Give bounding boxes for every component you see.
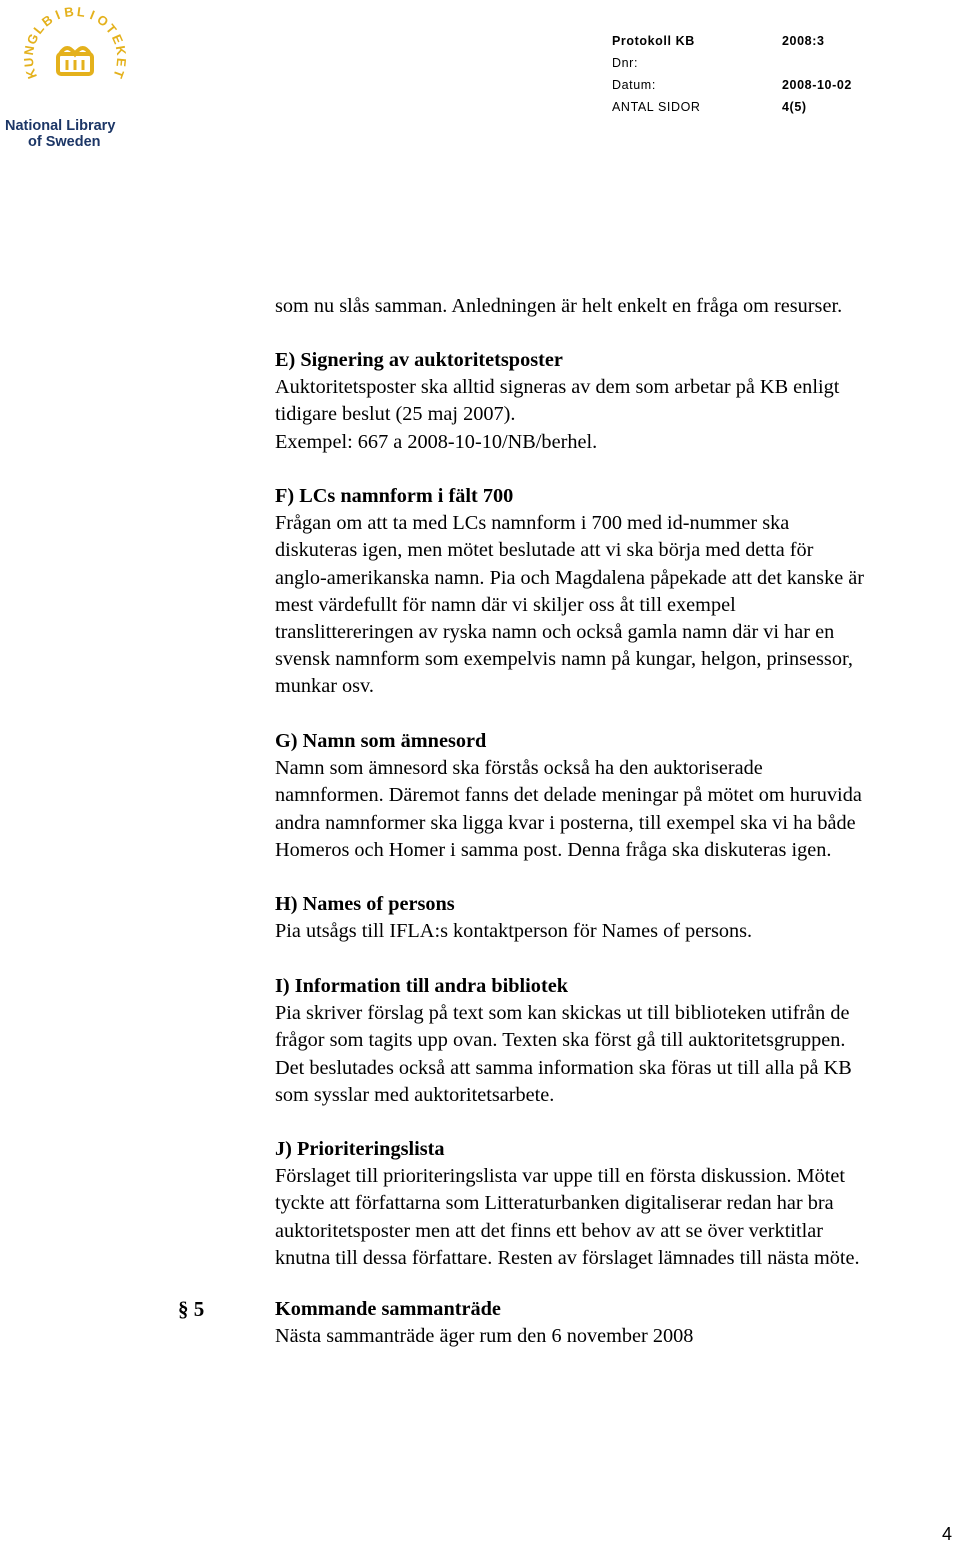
logo-arc-letter: N (20, 44, 38, 57)
kb-logo (0, 0, 150, 160)
section-line: Namn som ämnesord ska förstås också ha den auktoriserade (275, 757, 763, 780)
section-f (275, 483, 864, 701)
section-heading: H) Names of persons (275, 893, 455, 915)
section-e (275, 347, 839, 456)
logo-arc-letter: E (113, 57, 130, 68)
doc-number: 2008:3 (782, 34, 825, 48)
section-line: namnformen. Däremot fanns det delade meningar på mötet om huruvida (275, 784, 862, 807)
logo-arc-letter: B (38, 11, 56, 30)
section-line: Pia utsågs till IFLA:s kontaktperson för Names of persons. (275, 920, 753, 943)
section-line: som sysslar med auktoritetsarbete. (275, 1083, 555, 1106)
paragraph-5 (275, 1296, 693, 1350)
logo-arc-letter: T (102, 21, 120, 37)
section-h (275, 891, 752, 945)
logo-arc-letter: B (63, 3, 75, 20)
logo-arc-letter: L (30, 21, 48, 37)
page-number: 4 (942, 1524, 953, 1544)
section-line: mest värdefullt för namn där vi skiljer oss åt till exempel (275, 593, 736, 616)
section-line: knutna till dessa författare. Resten av förslaget lämnades till nästa möte. (275, 1246, 860, 1269)
logo-arc-letter: O (94, 11, 112, 30)
intro-paragraph (275, 293, 842, 320)
section-line: Exempel: 667 a 2008-10-10/NB/berhel. (275, 430, 598, 453)
logo-arc-letter: U (20, 56, 37, 68)
section-line: andra namnformer ska ligga kvar i posterna, till exempel ska vi ha både (275, 811, 856, 834)
crown-icon (58, 48, 92, 74)
section-line: tyckte att författarna som Litteraturbanken digitaliserar redan har bra (275, 1192, 834, 1215)
section-line: Det beslutades också att samma information ska föras ut till alla på KB (275, 1056, 852, 1079)
section-heading: F) LCs namnform i fält 700 (275, 485, 514, 507)
logo-arc-letter: T (110, 67, 128, 81)
section-j (275, 1136, 860, 1272)
logo-line-2: of Sweden (28, 134, 101, 150)
section-line: Homeros och Homer i samma post. Denna fråga ska diskuteras igen. (275, 838, 832, 861)
logo-arc-letter: K (22, 66, 40, 81)
logo-arc-letter: G (23, 31, 42, 47)
section-line: Frågan om att ta med LCs namnform i 700 med id-nummer ska (275, 512, 790, 535)
logo-line-1: National Library (5, 118, 116, 134)
dnr-label: Dnr: (612, 56, 639, 70)
section-g (275, 728, 862, 864)
paragraph-line: Nästa sammanträde äger rum den 6 november 2008 (275, 1325, 694, 1348)
logo-arc-letter: E (108, 32, 127, 47)
paragraph-number: § 5 (178, 1297, 205, 1321)
logo-arc-letter: I (53, 7, 63, 23)
section-heading: G) Namn som ämnesord (275, 730, 487, 752)
section-line: Förslaget till prioriteringslista var uppe till en första diskussion. Mötet (275, 1165, 846, 1188)
section-i (275, 973, 852, 1109)
logo-arc-letter: K (112, 44, 130, 57)
section-line: Auktoritetsposter ska alltid signeras av dem som arbetar på KB enligt (275, 376, 840, 399)
section-line: auktoritetsposter men att det finns ett behov av att se över verktitlar (275, 1219, 823, 1242)
section-line: anglo-amerikanska namn. Pia och Magdalena påpekade att det kanske är (275, 566, 865, 589)
doc-type-label: Protokoll KB (612, 34, 695, 48)
intro-line: som nu slås samman. Anledningen är helt enkelt en fråga om resurser. (275, 295, 843, 317)
section-heading: E) Signering av auktoritetsposter (275, 349, 563, 371)
section-line: tidigare beslut (25 maj 2007). (275, 403, 516, 426)
section-line: munkar osv. (275, 675, 374, 698)
date-label: Datum: (612, 78, 656, 92)
paragraph-heading: Kommande sammanträde (275, 1298, 501, 1320)
logo-arc-letter: L (76, 3, 86, 20)
section-line: frågor som tagits upp ovan. Texten ska först gå till auktoritetsgruppen. (275, 1029, 846, 1052)
section-heading: I) Information till andra bibliotek (275, 975, 568, 997)
section-line: svensk namnform som exempelvis namn på kungar, helgon, prinsessor, (275, 648, 853, 671)
pages-label: ANTAL SIDOR (612, 100, 701, 114)
pages-value: 4(5) (782, 100, 807, 114)
date-value: 2008-10-02 (782, 78, 852, 92)
section-line: diskuteras igen, men mötet beslutade att vi ska börja med detta för (275, 539, 814, 562)
section-heading: J) Prioriteringslista (275, 1138, 445, 1160)
section-line: translittereringen av ryska namn och också gamla namn där vi har en (275, 621, 835, 644)
section-line: Pia skriver förslag på text som kan skickas ut till biblioteken utifrån de (275, 1002, 850, 1025)
logo-arc-letter: I (87, 7, 97, 23)
